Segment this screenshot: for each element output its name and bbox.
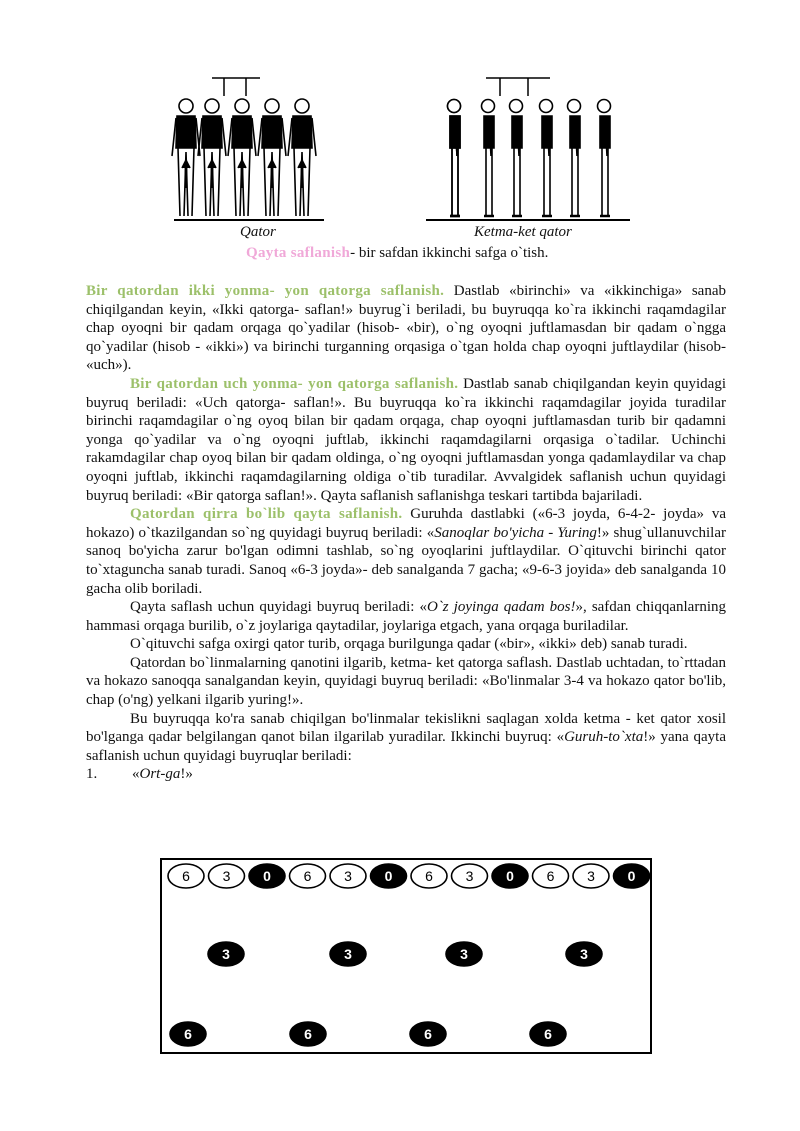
top-row-marker bbox=[452, 864, 488, 888]
para2-highlight: Bir qatordan uch yonma- yon qatorga saflanish. bbox=[130, 375, 459, 392]
svg-text:0: 0 bbox=[627, 868, 636, 884]
paragraph-2 bbox=[86, 375, 726, 505]
para4-text-a: Qayta saflash uchun quyidagi buyruq beriladi: « bbox=[130, 599, 427, 616]
para3-text-a: Guruhda dastlabki («6-3 joyda, 6-4-2- joyda» va hokazo) o`tkazilgandan so`ng quyidagi buyruq beriladi: « bbox=[86, 506, 726, 541]
body-text bbox=[86, 282, 726, 784]
svg-text:3: 3 bbox=[587, 868, 595, 884]
svg-text:3: 3 bbox=[222, 868, 231, 884]
top-row-marker bbox=[330, 864, 366, 888]
svg-text:0: 0 bbox=[384, 868, 393, 884]
svg-text:3: 3 bbox=[344, 946, 352, 962]
formation-diagram bbox=[160, 858, 652, 1054]
para7-command: Guruh-to`xta bbox=[564, 729, 644, 746]
svg-text:6: 6 bbox=[303, 868, 312, 884]
top-row-marker bbox=[492, 864, 528, 888]
svg-text:6: 6 bbox=[546, 868, 555, 884]
middle-row-marker bbox=[330, 942, 366, 966]
top-row-marker bbox=[573, 864, 609, 888]
list-text-b: !» bbox=[180, 766, 193, 783]
svg-text:6: 6 bbox=[425, 868, 433, 884]
bottom-row-marker bbox=[290, 1022, 326, 1046]
para3-highlight: Qatordan qirra bo`lib qayta saflanish. bbox=[130, 506, 403, 523]
heading-text: - bir safdan ikkinchi safga o`tish. bbox=[350, 245, 549, 261]
para1-text: Dastlab «birinchi» va «ikkinchiga» sanab chiqilgandan keyin, «Ikki qatorga- saflan!» buyrug`i beriladi, bu buyruqqa ko`ra ikkinchi raqamdagilar chap oyoqni bir qadam orqaga qo`yadilar (hisob- «bir), o`ng oyoqni juftlamasdan bir qadam o`ngga qo`yadilar (hisob - «ikki») va birinchi turganning orqasiga o`tgan holda chap oyoqni juftlaydilar (hisob- «uch»). bbox=[86, 283, 726, 374]
column-formation-caption: Ketma-ket qator bbox=[474, 224, 572, 240]
svg-text:6: 6 bbox=[304, 1026, 312, 1042]
para7-text-a: Bu buyruqqa ko'ra sanab chiqilgan bo'linmalar tekislikni saqlagan xolda ketma - ket qator xosil bo'lganga qadar belgilangan qanot bilan ilgarilab yuradilar. Ikkinchi buyruq: « bbox=[86, 710, 726, 746]
top-row-marker bbox=[533, 864, 569, 888]
svg-text:3: 3 bbox=[344, 868, 352, 884]
top-row-marker bbox=[290, 864, 326, 888]
svg-text:3: 3 bbox=[222, 946, 230, 962]
para7-text-b: !» yana qayta saflanish uchun quyidagi buyruqlar beriladi: bbox=[86, 729, 727, 764]
svg-text:6: 6 bbox=[182, 868, 190, 884]
top-row-marker bbox=[249, 864, 285, 888]
para1-highlight: Bir qatordan ikki yonma- yon qatorga saflanish. bbox=[86, 283, 445, 299]
svg-text:3: 3 bbox=[465, 868, 474, 884]
paragraph-7 bbox=[86, 710, 726, 766]
list-item-1 bbox=[86, 765, 726, 784]
formation-diagram-svg bbox=[162, 860, 650, 1052]
list-number: 1. bbox=[86, 766, 98, 783]
middle-row-marker bbox=[208, 942, 244, 966]
svg-text:3: 3 bbox=[460, 946, 468, 962]
list-command: Ort-ga bbox=[139, 766, 181, 783]
para2-text: Dastlab sanab chiqilgandan keyin quyidagi buyruq beriladi: «Uch qatorga- saflan!». Bu buyruqqa ko`ra ikkinchi raqamdagilar joyida turadilar birinchi raqamdagilar o`ng oyoq bilan bir qadam orqaga, chap oyoqni juftlamasdan turib bir qadamni yonga qo`yadilar va o`ng oyoqni juftlab, ikkinchi raqamdagilarni orqasiga o`tadilar. Uchinchi rakamdagilar chap oyoq bilan bir qadam oldinga, o`ng oyoqni juftlamasdan yonga qadamlaydilar va chap oyoqni juftlab, ikkinchi raqamdagilarning oldiga o`tib turadilar. Avvalgidek saflanish uchun quyidagi buyruq beriladi: «Bir qatorga saflan!». Qayta saflanish saflanishga teskari tartibda bajariladi. bbox=[86, 375, 726, 504]
svg-text:6: 6 bbox=[424, 1026, 432, 1042]
bottom-row-marker bbox=[530, 1022, 566, 1046]
paragraph-5: O`qituvchi safga oxirgi qator turib, orqaga burilgunga qadar («bir», «ikki» deb) sanab turadi. bbox=[130, 636, 688, 653]
row-formation-figure bbox=[168, 76, 328, 226]
para3-command: Sanoqlar bo'yicha - Yuring bbox=[434, 524, 597, 541]
top-row-marker bbox=[209, 864, 245, 888]
para3-text-b: !» shug`ullanuvchilar sanoq bo'yicha zarur bo'lgan odimni tashlab, so`ng oyoqlarini juftlaydilar. O`qituvchi birinchi qator to`xtaguncha sanab turadi. Sanoq «6-3 joyda»- deb sanalganda 7 gacha; «9-6-3 joyida» deb sanalganda 10 gacha olib boriladi. bbox=[86, 524, 727, 597]
paragraph-4 bbox=[86, 598, 726, 635]
middle-row-marker bbox=[446, 942, 482, 966]
bottom-row-marker bbox=[170, 1022, 206, 1046]
para4-command: O`z joyinga qadam bos! bbox=[426, 599, 576, 616]
paragraph-6: Qatordan bo`linmalarning qanotini ilgarib, ketma- ket qatorga saflash. Dastlab uchtadan, to`rttadan va hokazo sanoqqa sanalgandan keyin, quyidagi buyruq beriladi: «Bo'linmalar 3-4 va hokazo qator bo'lib, chap (o'ng) yelkani ilgarib yuring!». bbox=[86, 654, 726, 709]
section-heading bbox=[86, 244, 726, 263]
top-row-marker bbox=[371, 864, 407, 888]
svg-text:0: 0 bbox=[263, 868, 271, 884]
middle-row-marker bbox=[566, 942, 602, 966]
svg-text:6: 6 bbox=[184, 1026, 192, 1042]
para4-text-b: », safdan chiqqanlarning hammasi orqaga burilib, o`z joylariga qaytadilar, joylariga etgach, yana orqaga buriladilar. bbox=[86, 599, 726, 634]
paragraph-1 bbox=[86, 282, 726, 375]
bottom-row-marker bbox=[410, 1022, 446, 1046]
svg-text:0: 0 bbox=[506, 868, 514, 884]
top-row-marker bbox=[411, 864, 447, 888]
svg-text:3: 3 bbox=[580, 946, 588, 962]
top-row-marker bbox=[168, 864, 204, 888]
top-row-marker bbox=[614, 864, 650, 888]
heading-highlight: Qayta saflanish bbox=[246, 245, 351, 261]
paragraph-3 bbox=[86, 505, 726, 598]
column-formation-figure bbox=[424, 76, 634, 226]
svg-text:6: 6 bbox=[544, 1026, 552, 1042]
row-formation-caption: Qator bbox=[240, 224, 276, 240]
list-text-a: « bbox=[132, 766, 140, 783]
